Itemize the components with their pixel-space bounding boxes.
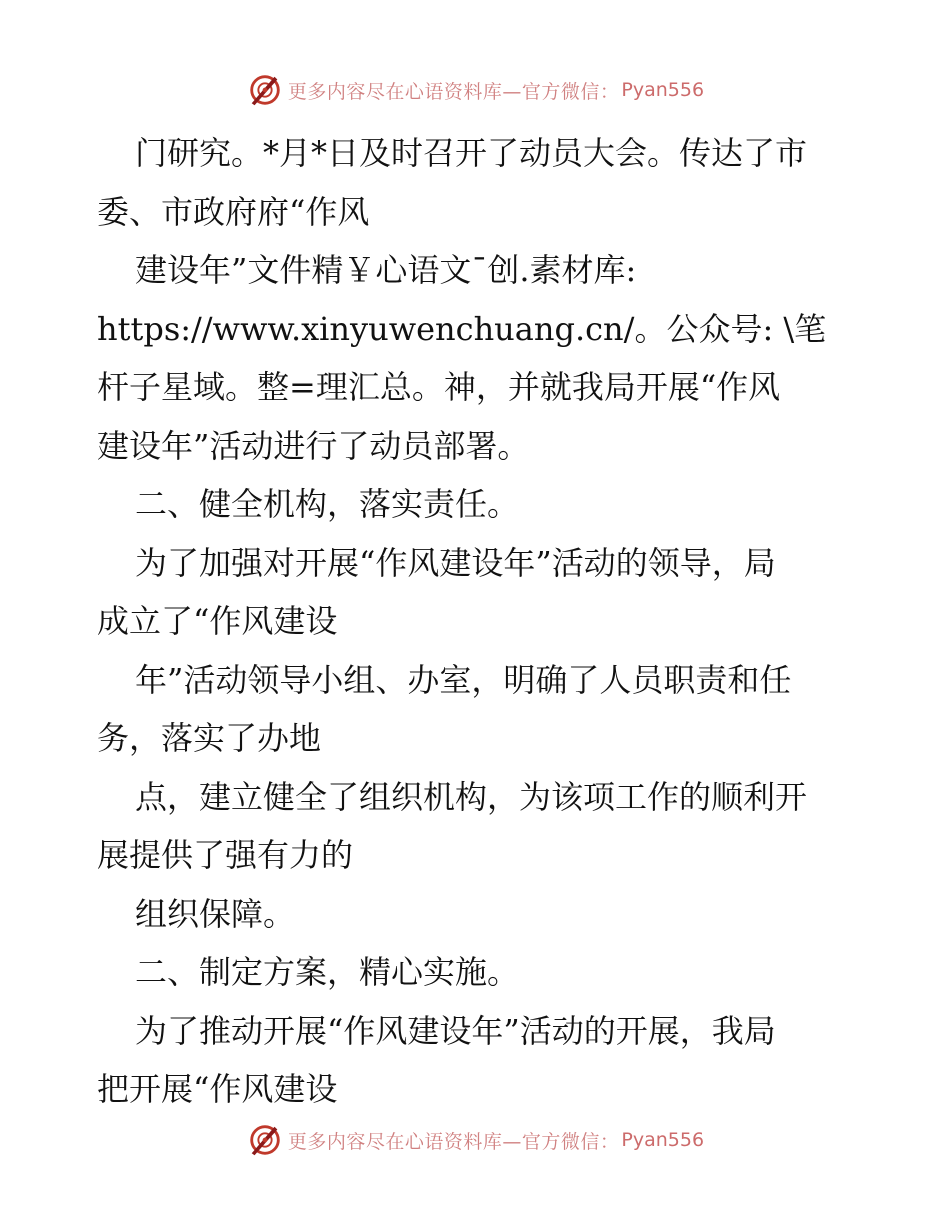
watermark-text: 更多内容尽在心语资料库—官方微信： [287, 1130, 620, 1153]
text-line: 务，落实了办地 [97, 719, 322, 757]
footer-watermark [0, 1120, 950, 1160]
text-line: 为了推动开展“作风建设年”活动的开展，我局 [135, 1011, 776, 1050]
text-line: 二、制定方案，精心实施。 [135, 953, 520, 991]
text-line: 建设年”文件精￥心语文¯创.素材库: [135, 251, 637, 289]
text-line: 年”活动领导小组、办室，明确了人员职责和任 [135, 660, 792, 699]
watermark-text: 更多内容尽在心语资料库—官方微信： [287, 80, 620, 103]
text-line: 点，建立健全了组织机构，为该项工作的顺利开 [135, 777, 808, 816]
logo-icon [246, 1121, 284, 1159]
text-line: 二、健全机构，落实责任。 [135, 485, 520, 523]
text-line: 成立了“作风建设 [97, 602, 338, 640]
text-line: 门研究。*月*日及时召开了动员大会。传达了市 [135, 134, 808, 172]
text-line: 展提供了强有力的 [97, 836, 354, 874]
document-body [97, 124, 857, 1119]
watermark-account: Pyan556 [621, 1129, 705, 1151]
text-line: 组织保障。 [135, 894, 296, 933]
text-line: 建设年”活动进行了动员部署。 [97, 426, 530, 465]
header-watermark [0, 70, 950, 110]
text-line: 杆子星域。整=理汇总。神，并就我局开展“作风 [97, 368, 781, 406]
text-line: 为了加强对开展“作风建设年”活动的领导，局 [135, 543, 776, 582]
text-line: 委、市政府府“作风 [97, 192, 370, 231]
text-line: https://www.xinyuwenchuang.cn/。公众号: \笔 [97, 309, 827, 348]
text-line: 把开展“作风建设 [97, 1070, 338, 1108]
watermark-account: Pyan556 [621, 79, 705, 101]
logo-icon [246, 71, 284, 109]
